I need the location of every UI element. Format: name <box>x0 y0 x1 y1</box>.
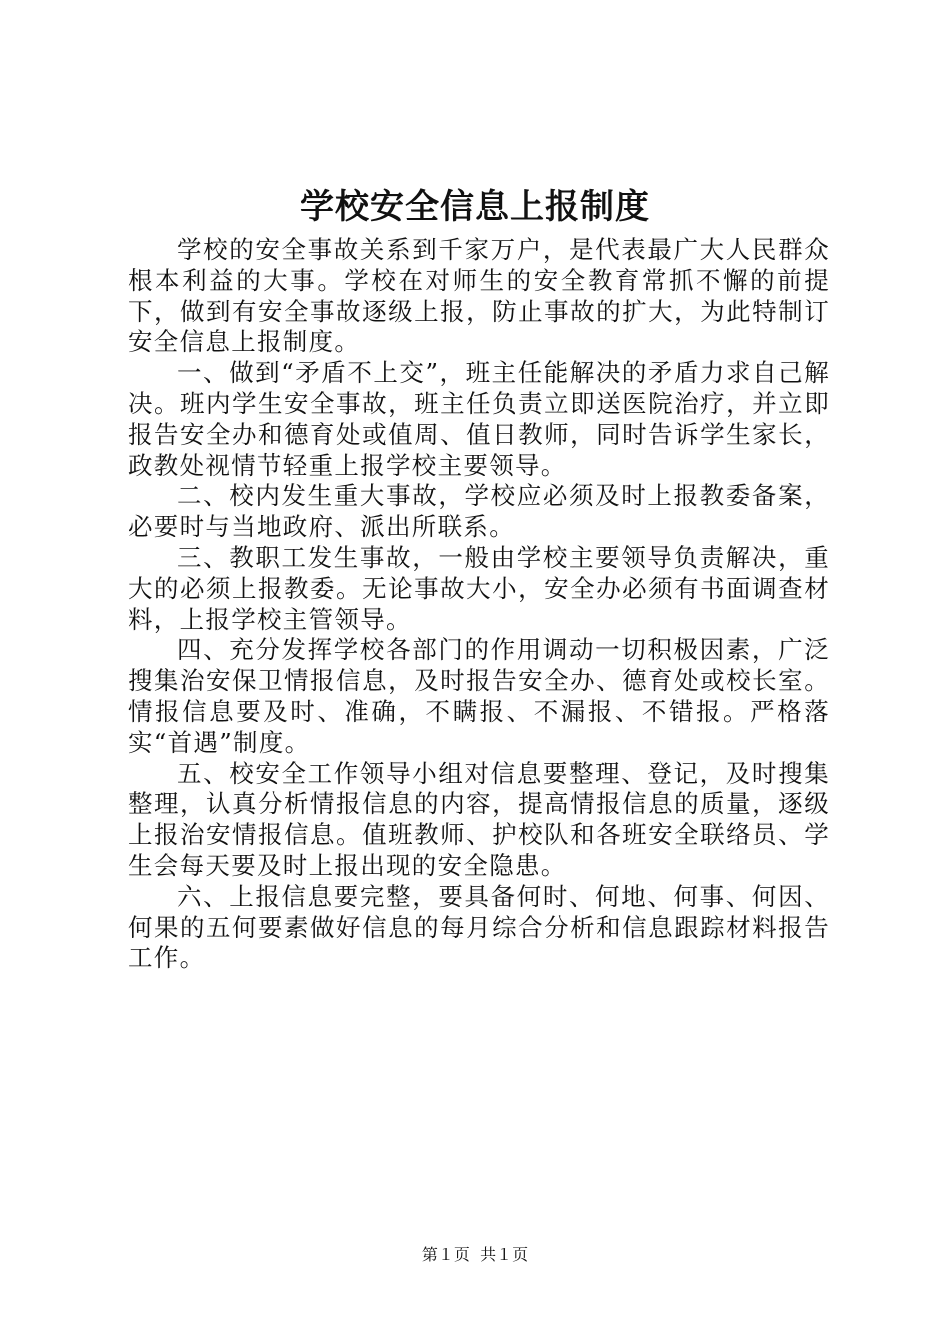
page-number-footer: 第１页 共１页 <box>421 1245 529 1264</box>
paragraph-item-4: 四、充分发挥学校各部门的作用调动一切积极因素，广泛搜集治安保卫情报信息，及时报告安全办、德育处或校长室。情报信息要及时、准确，不瞒报、不漏报、不错报。严格落实“首遇”制度。 <box>128 635 830 757</box>
paragraph-item-5: 五、校安全工作领导小组对信息要整理、登记，及时搜集整理，认真分析情报信息的内容，提高情报信息的质量，逐级上报治安情报信息。值班教师、护校队和各班安全联络员、学生会每天要及时上报出现的安全隐患。 <box>128 758 830 880</box>
paragraph-item-1: 一、做到“矛盾不上交”，班主任能解决的矛盾力求自己解决。班内学生安全事故，班主任负责立即送医院治疗，并立即报告安全办和德育处或值周、值日教师，同时告诉学生家长，政教处视情节轻重上报学校主要领导。 <box>128 358 830 480</box>
paragraph-intro: 学校的安全事故关系到千家万户，是代表最广大人民群众根本利益的大事。学校在对师生的安全教育常抓不懈的前提下，做到有安全事故逐级上报，防止事故的扩大，为此特制订安全信息上报制度。 <box>128 235 830 357</box>
paragraph-item-2: 二、校内发生重大事故，学校应必须及时上报教委备案，必要时与当地政府、派出所联系。 <box>128 481 830 542</box>
document-title: 学校安全信息上报制度 <box>300 187 650 227</box>
paragraph-item-3: 三、教职工发生事故，一般由学校主要领导负责解决，重大的必须上报教委。无论事故大小，安全办必须有书面调查材料，上报学校主管领导。 <box>128 542 830 634</box>
paragraph-item-6: 六、上报信息要完整，要具备何时、何地、何事、何因、何果的五何要素做好信息的每月综合分析和信息跟踪材料报告工作。 <box>128 881 830 973</box>
document-body <box>128 235 830 974</box>
